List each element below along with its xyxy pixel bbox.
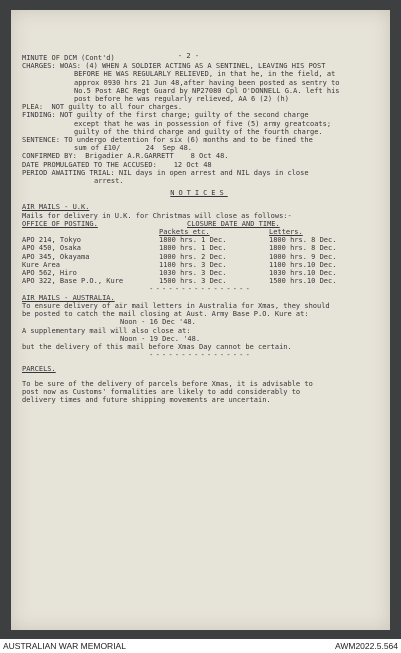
period-line: PERIOD AWAITING TRIAL: NIL days in open arrest and NIL days in close (22, 168, 309, 177)
cell-packets: 1800 hrs. 1 Dec. (159, 236, 227, 245)
footer-institution: AUSTRALIAN WAR MEMORIAL (3, 641, 126, 651)
header-packets: Packets etc. (159, 228, 210, 237)
sentence-line: sum of £10/ 24 Sep 48. (74, 144, 193, 153)
period-awaiting-trial (22, 169, 376, 185)
supplementary-mail: A supplementary mail will also close at: (22, 326, 191, 335)
cell-office: APO 214, Tokyo (22, 236, 82, 245)
plea: PLEA: NOT guilty to all four charges. (22, 103, 183, 112)
cell-packets: 1100 hrs. 3 Dec. (159, 260, 227, 269)
table-row (22, 269, 336, 277)
cell-letters: 1500 hrs.10 Dec. (269, 277, 337, 286)
page-number: - 2 - (178, 52, 200, 60)
finding-block (22, 111, 376, 136)
charges-line: post before he was regularly relieved, AA 6 (2) (h) (74, 95, 289, 104)
parcels-line: post now as Customs' formalities are likely to add considerably to (22, 387, 301, 396)
cell-office: APO 345, Okayama (22, 252, 90, 261)
charges-line: BEFORE HE WAS REGULARLY RELIEVED, in that he, in the field, at (74, 70, 336, 79)
finding-line: FINDING: NOT guilty of the first charge; guilty of the second charge (22, 111, 309, 120)
cell-office: Kure Area (22, 260, 60, 269)
archive-footer (0, 639, 401, 653)
cell-packets: 1800 hrs. 1 Dec. (159, 244, 227, 253)
notices-title: NOTICES (170, 189, 228, 198)
separator-line: - - - - - - - - - - - - - - - - (149, 351, 249, 360)
cell-office: APO 562, Hiro (22, 269, 77, 278)
period-line: arrest. (94, 177, 124, 186)
cell-letters: 1030 hrs.10 Dec. (269, 269, 337, 278)
mail-closure-table (22, 220, 336, 286)
finding-line: guilty of the third charge and guilty of the fourth charge. (74, 127, 323, 136)
air-mails-aus-line: be posted to catch the mail closing at Aust. Army Base P.O. Kure at: (22, 310, 309, 319)
charges-line: No.5 Post ABC Regt Guard by NP27080 Cpl O'DONNELL G.A. left his (74, 86, 340, 95)
cell-letters: 1800 hrs. 8 Dec. (269, 236, 337, 245)
cell-packets: 1500 hrs. 3 Dec. (159, 277, 227, 286)
cell-office: APO 322, Base P.O., Kure (22, 277, 124, 286)
finding-line: except that he was in possession of five (5) army greatcoats; (74, 119, 332, 128)
cell-letters: 1100 hrs.10 Dec. (269, 260, 337, 269)
table-row (22, 261, 336, 269)
parcels-heading: PARCELS. (22, 365, 56, 374)
air-mails-aus-line: To ensure delivery of air mail letters in Australia for Xmas, they should (22, 301, 330, 310)
table-row (22, 253, 336, 261)
aus-closing-time-2: Noon - 19 Dec. '48. (120, 334, 201, 343)
table-row (22, 236, 336, 244)
charges-block (22, 62, 376, 103)
parcels-line: To be sure of the delivery of parcels before Xmas, it is advisable to (22, 379, 313, 388)
cell-packets: 1030 hrs. 3 Dec. (159, 269, 227, 278)
cell-letters: 1800 hrs. 8 Dec. (269, 244, 337, 253)
footer-accession-number: AWM2022.5.564 (335, 641, 398, 651)
table-row (22, 244, 336, 252)
header-letters: Letters. (269, 228, 303, 237)
charges-line: approx 0930 hrs 21 Jun 48,after having been posted as sentry to (74, 78, 340, 87)
document-text (22, 54, 376, 404)
air-mails-uk-heading: AIR MAILS - U.K. (22, 203, 90, 212)
cell-letters: 1000 hrs. 9 Dec. (269, 252, 337, 261)
sentence-line: SENTENCE: TO undergo detention for six (6) months and to be fined the (22, 136, 313, 145)
aus-closing-time-1: Noon - 16 Dec '48. (120, 318, 196, 327)
air-mails-uk-intro: Mails for delivery in U.K. for Christmas will close as follows:- (22, 211, 292, 220)
minute-heading: MINUTE OF DCM (Cont'd) (22, 54, 115, 62)
cell-office: APO 450, Osaka (22, 244, 82, 253)
table-header-row (22, 220, 336, 228)
confirmed-by: CONFIRMED BY: Brigadier A.R.GARRETT 8 Oct 48. (22, 152, 229, 161)
charges-line: CHARGES: WOAS: (4) WHEN A SOLDIER ACTING AS A SENTINEL, LEAVING HIS POST (22, 62, 326, 71)
air-mails-aus-heading: AIR MAILS - AUSTRALIA. (22, 293, 115, 302)
cell-packets: 1000 hrs. 2 Dec. (159, 252, 227, 261)
table-row (22, 277, 336, 285)
header-office: OFFICE OF POSTING. (22, 219, 98, 228)
aus-delivery-note: but the delivery of this mail before Xmas Day cannot be certain. (22, 342, 292, 351)
parcels-line: delivery times and future shipping movements are uncertain. (22, 395, 271, 404)
sentence-block (22, 136, 376, 152)
date-promulgated: DATE PROMULGATED TO THE ACCUSED: 12 Oct 48 (22, 160, 212, 169)
table-subheader-row (22, 228, 336, 236)
header-closure: CLOSURE DATE AND TIME. (187, 219, 280, 228)
separator-line: - - - - - - - - - - - - - - - - (149, 285, 249, 294)
